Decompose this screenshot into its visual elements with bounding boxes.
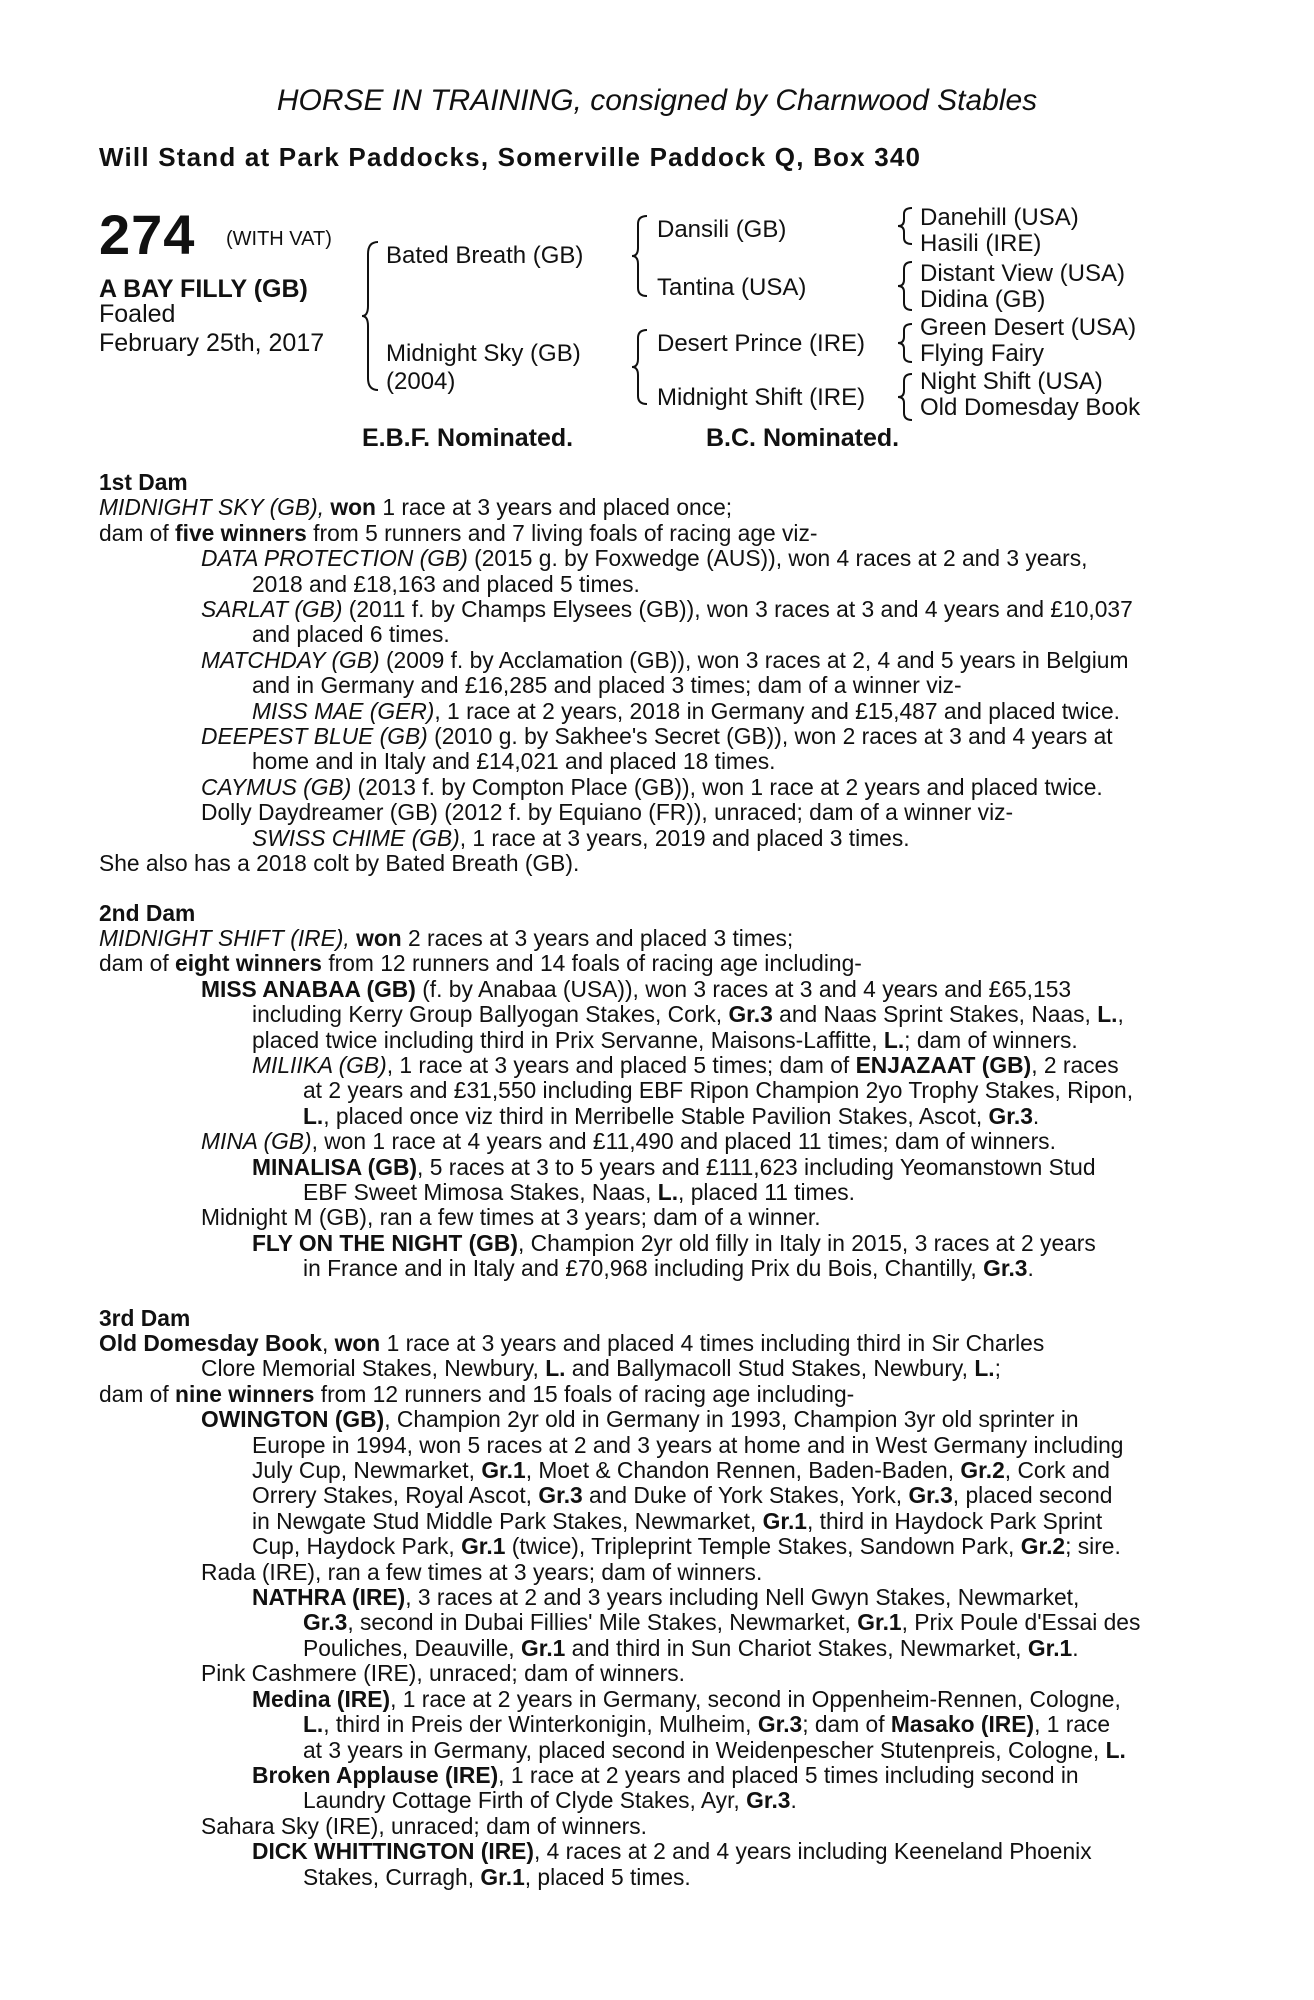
first-dam-line: dam of five winners from 5 runners and 7 living foals of racing age viz-: [99, 519, 818, 546]
first-dam-line: SWISS CHIME (GB), 1 race at 3 years, 2019 and placed 3 times.: [252, 824, 910, 851]
section-gap: [99, 1282, 1199, 1306]
pedigree-ggs1: Danehill (USA): [920, 204, 1079, 231]
second-dam-line: MISS ANABAA (GB) (f. by Anabaa (USA)), won 3 races at 3 and 4 years and £65,153: [201, 975, 1072, 1002]
third-dam-line: July Cup, Newmarket, Gr.1, Moet & Chandon Rennen, Baden-Baden, Gr.2, Cork and: [252, 1457, 1110, 1484]
first-dam-line: and in Germany and £16,285 and placed 3 times; dam of a winner viz-: [252, 672, 962, 699]
lot-number: 274: [99, 203, 196, 266]
consignor-title: HORSE IN TRAINING, consigned by Charnwood Stables: [276, 84, 1038, 117]
pedigree-sire: Bated Breath (GB): [386, 242, 584, 269]
pedigree-gs2: Tantina (USA): [657, 274, 807, 301]
first-dam-line: home and in Italy and £14,021 and placed 18 times.: [252, 748, 776, 775]
third-dam-line: NATHRA (IRE), 3 races at 2 and 3 years including Nell Gwyn Stakes, Newmarket,: [252, 1584, 1080, 1611]
pedigree-brace-dam: [632, 328, 650, 406]
ebf-nominated: E.B.F. Nominated.: [362, 424, 574, 452]
third-dam-line: Orrery Stakes, Royal Ascot, Gr.3 and Duke of York Stakes, York, Gr.3, placed second: [252, 1482, 1113, 1509]
pedigree-brace-gs2: [898, 260, 914, 312]
second-dam-line: in France and in Italy and £70,968 including Prix du Bois, Chantilly, Gr.3.: [303, 1255, 1034, 1282]
first-dam-line: SARLAT (GB) (2011 f. by Champs Elysees (GB)), won 3 races at 3 and 4 years and £10,037: [201, 596, 1133, 623]
third-dam-line: Cup, Haydock Park, Gr.1 (twice), Tripleprint Temple Stakes, Sandown Park, Gr.2; sire.: [252, 1533, 1121, 1560]
third-dam-line: Clore Memorial Stakes, Newbury, L. and Ballymacoll Stud Stakes, Newbury, L.;: [201, 1355, 1001, 1382]
pedigree-brace-gs4: [898, 372, 914, 422]
third-dam-line: Sahara Sky (IRE), unraced; dam of winners.: [201, 1812, 647, 1839]
pedigree-ggs2: Hasili (IRE): [920, 230, 1042, 257]
foaled-label: Foaled: [99, 300, 176, 328]
second-dam-heading: 2nd Dam: [99, 899, 196, 926]
pedigree-ggs8: Old Domesday Book: [920, 394, 1141, 421]
second-dam-line: MINALISA (GB), 5 races at 3 to 5 years and £111,623 including Yeomanstown Stud: [252, 1153, 1096, 1180]
third-dam-line: Pink Cashmere (IRE), unraced; dam of winners.: [201, 1660, 685, 1687]
second-dam-line: EBF Sweet Mimosa Stakes, Naas, L., placed 11 times.: [303, 1178, 856, 1205]
first-dam-line: MIDNIGHT SKY (GB), won 1 race at 3 years and placed once;: [99, 494, 733, 521]
pedigree-gs4: Midnight Shift (IRE): [657, 384, 866, 411]
third-dam-line: OWINGTON (GB), Champion 2yr old in Germany in 1993, Champion 3yr old sprinter in: [201, 1406, 1079, 1433]
second-dam-line: Midnight M (GB), ran a few times at 3 years; dam of a winner.: [201, 1204, 821, 1231]
second-dam-line: MILIIKA (GB), 1 race at 3 years and placed 5 times; dam of ENJAZAAT (GB), 2 races: [252, 1051, 1119, 1078]
first-dam-line: and placed 6 times.: [252, 621, 450, 648]
third-dam-line: L., third in Preis der Winterkonigin, Mulheim, Gr.3; dam of Masako (IRE), 1 race: [303, 1711, 1111, 1738]
first-dam-line: DATA PROTECTION (GB) (2015 g. by Foxwedge (AUS)), won 4 races at 2 and 3 years,: [201, 545, 1088, 572]
section-gap: [99, 877, 1199, 901]
pedigree-dam-year: (2004): [386, 368, 456, 395]
second-dam-line: at 2 years and £31,550 including EBF Ripon Champion 2yo Trophy Stakes, Ripon,: [303, 1077, 1134, 1104]
pedigree-ggs5: Green Desert (USA): [920, 314, 1137, 341]
pedigree-brace-gs3: [898, 322, 914, 364]
second-dam-line: including Kerry Group Ballyogan Stakes, Cork, Gr.3 and Naas Sprint Stakes, Naas, L.,: [252, 1001, 1124, 1028]
third-dam-line: Gr.3, second in Dubai Fillies' Mile Stakes, Newmarket, Gr.1, Prix Poule d'Essai des: [303, 1609, 1141, 1636]
first-dam-heading: 1st Dam: [99, 469, 188, 495]
second-dam-line: placed twice including third in Prix Servanne, Maisons-Laffitte, L.; dam of winners.: [252, 1026, 1078, 1053]
first-dam-line: CAYMUS (GB) (2013 f. by Compton Place (GB)), won 1 race at 2 years and placed twice.: [201, 773, 1103, 800]
third-dam-line: Laundry Cottage Firth of Clyde Stakes, Ayr, Gr.3.: [303, 1787, 797, 1814]
third-dam-line: Medina (IRE), 1 race at 2 years in Germany, second in Oppenheim-Rennen, Cologne,: [252, 1685, 1121, 1712]
second-dam-line: FLY ON THE NIGHT (GB), Champion 2yr old filly in Italy in 2015, 3 races at 2 years: [252, 1229, 1096, 1256]
first-dam-line: MISS MAE (GER), 1 race at 2 years, 2018 in Germany and £15,487 and placed twice.: [252, 697, 1120, 724]
second-dam-line: MIDNIGHT SHIFT (IRE), won 2 races at 3 years and placed 3 times;: [99, 924, 794, 951]
pedigree-dam: Midnight Sky (GB): [386, 340, 581, 367]
vat-note: (WITH VAT): [226, 228, 332, 250]
pedigree-brace-sire-dam: [362, 240, 382, 392]
third-dam-line: Broken Applause (IRE), 1 race at 2 years and placed 5 times including second in: [252, 1761, 1079, 1788]
dam-line-text: [99, 470, 1199, 1890]
pedigree-ggs6: Flying Fairy: [920, 340, 1045, 367]
third-dam-line: Old Domesday Book, won 1 race at 3 years and placed 4 times including third in Sir Charles: [99, 1330, 1045, 1356]
third-dam-line: Pouliches, Deauville, Gr.1 and third in Sun Chariot Stakes, Newmarket, Gr.1.: [303, 1634, 1079, 1661]
pedigree-ggs4: Didina (GB): [920, 286, 1046, 313]
first-dam-line: She also has a 2018 colt by Bated Breath (GB).: [99, 850, 580, 877]
lot-description: A BAY FILLY (GB): [99, 275, 308, 303]
first-dam-line: Dolly Daydreamer (GB) (2012 f. by Equiano (FR)), unraced; dam of a winner viz-: [201, 799, 1014, 826]
third-dam-line: Europe in 1994, won 5 races at 2 and 3 years at home and in West Germany including: [252, 1431, 1124, 1458]
pedigree-gs1: Dansili (GB): [657, 216, 787, 243]
pedigree-ggs7: Night Shift (USA): [920, 368, 1103, 395]
third-dam-line: in Newgate Stud Middle Park Stakes, Newmarket, Gr.1, third in Haydock Park Sprint: [252, 1507, 1103, 1534]
second-dam-line: L., placed once viz third in Merribelle Stable Pavilion Stakes, Ascot, Gr.3.: [303, 1102, 1040, 1129]
first-dam-line: MATCHDAY (GB) (2009 f. by Acclamation (GB)), won 3 races at 2, 4 and 5 years in Belgium: [201, 646, 1129, 673]
first-dam-line: DEEPEST BLUE (GB) (2010 g. by Sakhee's Secret (GB)), won 2 races at 3 and 4 years at: [201, 723, 1113, 750]
third-dam-line: DICK WHITTINGTON (IRE), 4 races at 2 and 4 years including Keeneland Phoenix: [252, 1838, 1092, 1865]
third-dam-line: Stakes, Curragh, Gr.1, placed 5 times.: [303, 1863, 691, 1890]
stabling-location: Will Stand at Park Paddocks, Somerville Paddock Q, Box 340: [99, 142, 922, 172]
pedigree-brace-gs1: [898, 206, 914, 246]
third-dam-line: dam of nine winners from 12 runners and 15 foals of racing age including-: [99, 1380, 855, 1407]
third-dam-line: at 3 years in Germany, placed second in Weidenpescher Stutenpreis, Cologne, L.: [303, 1736, 1126, 1763]
pedigree-ggs3: Distant View (USA): [920, 260, 1125, 287]
bc-nominated: B.C. Nominated.: [706, 424, 900, 452]
first-dam-line: 2018 and £18,163 and placed 5 times.: [252, 570, 640, 597]
third-dam-heading: 3rd Dam: [99, 1304, 191, 1331]
second-dam-line: dam of eight winners from 12 runners and 14 foals of racing age including-: [99, 950, 862, 977]
third-dam-line: Rada (IRE), ran a few times at 3 years; dam of winners.: [201, 1558, 763, 1585]
pedigree-gs3: Desert Prince (IRE): [657, 330, 866, 357]
pedigree-brace-sire: [632, 214, 650, 298]
foaled-date: February 25th, 2017: [99, 329, 325, 357]
second-dam-line: MINA (GB), won 1 race at 4 years and £11,490 and placed 11 times; dam of winners.: [201, 1128, 1056, 1155]
